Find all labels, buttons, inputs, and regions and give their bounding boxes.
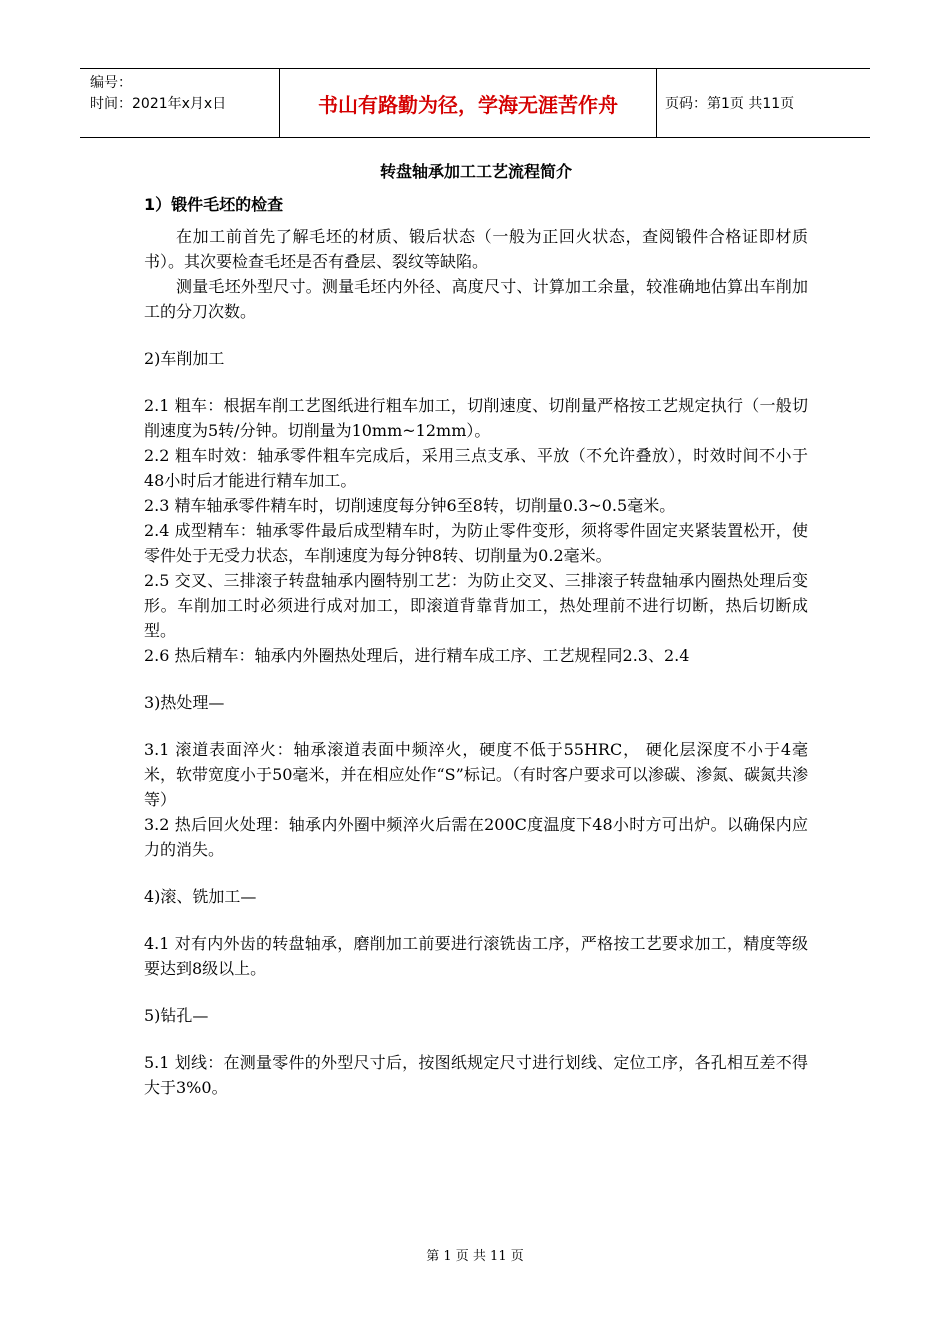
header-table [80, 68, 870, 138]
section-heading-2: 2)车削加工 [144, 349, 225, 368]
paragraph: 3.1 滚道表面淬火：轴承滚道表面中频淬火，硬度不低于55HRC， 硬化层深度不小于4毫米，软带宽度小于50毫米，并在相应处作“S”标记。（有时客户要求可以渗碳、渗氮、碳氮共渗等） [144, 740, 808, 809]
paragraph: 2.5 交叉、三排滚子转盘轴承内圈特别工艺：为防止交叉、三排滚子转盘轴承内圈热处理后变形。车削加工时必须进行成对加工，即滚道背靠背加工，热处理前不进行切断，热后切断成型。 [144, 571, 808, 640]
paragraph: 5.1 划线：在测量零件的外型尺寸后，按图纸规定尺寸进行划线、定位工序，各孔相互差不得大于3%0。 [144, 1053, 808, 1097]
document-time-label: 时间：2021年x月x日 [90, 96, 227, 112]
document-title: 转盘轴承加工工艺流程简介 [379, 162, 572, 181]
header-page-info: 页码：第1页 共11页 [665, 96, 795, 112]
document-body [144, 160, 808, 1100]
paragraph: 2.6 热后精车：轴承内外圈热处理后，进行精车成工序、工艺规程同2.3、2.4 [144, 646, 690, 665]
paragraph: 2.2 粗车时效：轴承零件粗车完成后，采用三点支承、平放（不允许叠放），时效时间不小于48小时后才能进行精车加工。 [144, 446, 808, 490]
paragraph: 2.1 粗车：根据车削工艺图纸进行粗车加工，切削速度、切削量严格按工艺规定执行（一般切削速度为5转/分钟。切削量为10mm~12mm）。 [144, 396, 808, 440]
header-meta [80, 69, 280, 137]
page-footer: 第 1 页 共 11 页 [426, 1249, 524, 1264]
paragraph: 2.4 成型精车：轴承零件最后成型精车时，为防止零件变形，须将零件固定夹紧装置松开，使零件处于无受力状态，车削速度为每分钟8转、切削量为0.2毫米。 [144, 521, 808, 565]
paragraph: 测量毛坯外型尺寸。测量毛坯内外径、高度尺寸、计算加工余量，较准确地估算出车削加工的分刀次数。 [144, 277, 808, 321]
paragraph: 在加工前首先了解毛坯的材质、锻后状态（一般为正回火状态，查阅锻件合格证即材质书）。其次要检查毛坯是否有叠层、裂纹等缺陷。 [144, 227, 808, 271]
paragraph: 2.3 精车轴承零件精车时，切削速度每分钟6至8转，切削量0.3~0.5毫米。 [144, 496, 676, 515]
document-number-label: 编号： [90, 75, 132, 91]
section-heading-5: 5)钻孔— [144, 1006, 209, 1025]
section-heading-4: 4)滚、铣加工— [144, 887, 257, 906]
section-heading-3: 3)热处理— [144, 693, 225, 712]
header-motto: 书山有路勤为径，学海无涯苦作舟 [280, 69, 657, 137]
paragraph: 4.1 对有内外齿的转盘轴承，磨削加工前要进行滚铣齿工序，严格按工艺要求加工，精度等级要达到8级以上。 [144, 934, 808, 978]
paragraph: 3.2 热后回火处理：轴承内外圈中频淬火后需在200C度温度下48小时方可出炉。以确保内应力的消失。 [144, 815, 808, 859]
section-heading-1: 1）锻件毛坯的检查 [144, 195, 284, 214]
